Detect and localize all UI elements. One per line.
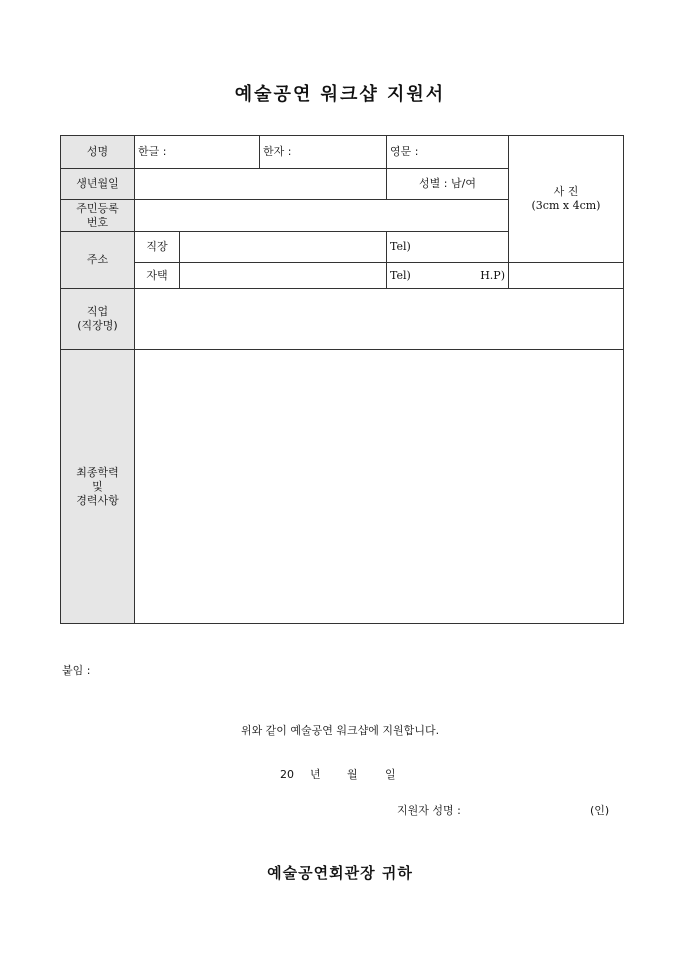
birth-label: 생년월일: [61, 169, 135, 200]
home-address-field[interactable]: [180, 263, 387, 289]
date-day-unit: 일: [385, 768, 396, 781]
name-korean-field[interactable]: 한글 :: [135, 136, 260, 169]
gender-field[interactable]: 성별 : 남/여: [387, 169, 509, 200]
photo-box[interactable]: [509, 136, 624, 263]
work-address-label: 직장: [135, 232, 180, 263]
edu-label-line2: 및: [92, 479, 103, 493]
name-label: 성명: [61, 136, 135, 169]
name-hanja-field[interactable]: 한자 :: [260, 136, 387, 169]
edu-label-line3: 경력사항: [76, 493, 119, 507]
attachment-label: 붙임 :: [62, 664, 91, 677]
job-field[interactable]: [135, 289, 624, 350]
home-hp-field[interactable]: [509, 263, 624, 289]
resident-number-field[interactable]: [135, 200, 509, 232]
birth-field[interactable]: [135, 169, 387, 200]
addressee: 예술공연회관장 귀하: [267, 864, 413, 882]
edu-label-line1: 최종학력: [76, 465, 119, 479]
home-hp-label: H.P): [480, 268, 505, 282]
photo-label: 사 진: [553, 185, 579, 198]
home-address-label: 자택: [135, 263, 180, 289]
seal-mark: (인): [590, 804, 610, 817]
resident-label-line1: 주민등록: [76, 201, 119, 215]
resident-label-line2: 번호: [86, 215, 109, 229]
job-label-line2: (직장명): [77, 319, 118, 332]
name-english-field[interactable]: 영문 :: [387, 136, 509, 169]
applicant-signature-label: 지원자 성명 :: [397, 804, 461, 817]
photo-size: (3cm x 4cm): [531, 199, 601, 212]
work-tel-field[interactable]: Tel): [387, 232, 509, 263]
resident-number-label: [61, 200, 135, 232]
document-title: 예술공연 워크샵 지원서: [234, 84, 446, 105]
work-address-field[interactable]: [180, 232, 387, 263]
date-year: 20: [280, 768, 294, 781]
application-form-table: [60, 135, 624, 624]
home-tel-label: Tel): [390, 268, 411, 282]
education-career-field[interactable]: [135, 350, 624, 624]
date-month-unit: 월: [347, 768, 358, 781]
declaration-text: 위와 같이 예술공연 워크샵에 지원합니다.: [240, 724, 440, 737]
education-career-label: [61, 350, 135, 624]
job-label: [61, 289, 135, 350]
address-label: 주소: [61, 232, 135, 289]
application-date: [280, 766, 396, 782]
date-year-unit: 년: [310, 768, 321, 781]
home-tel-field[interactable]: [387, 263, 509, 289]
job-label-line1: 직업: [86, 305, 109, 318]
